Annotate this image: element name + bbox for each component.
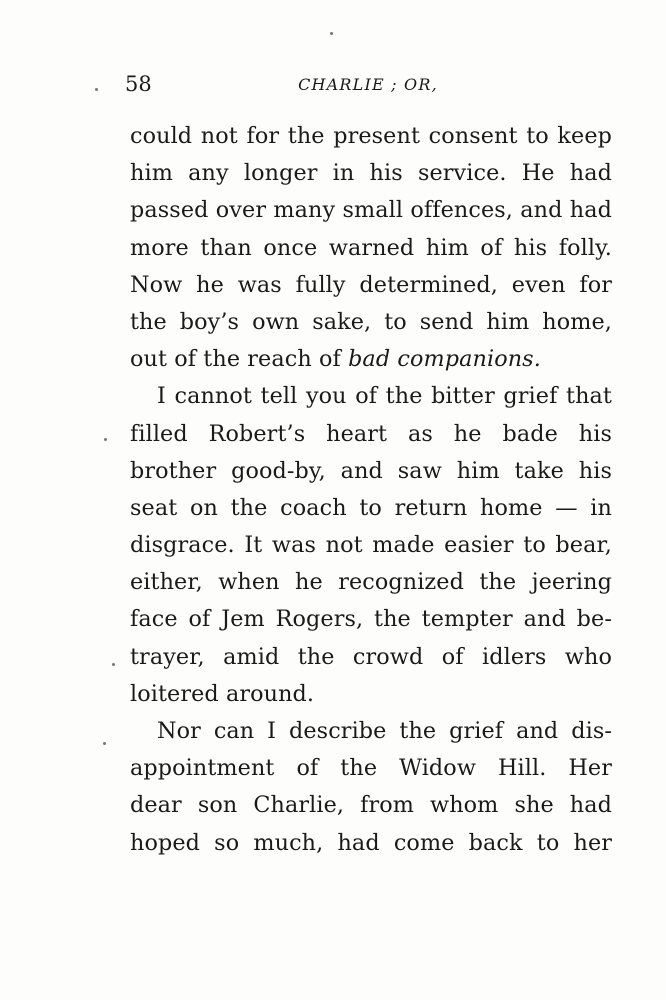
text-line: loitered around. (130, 680, 315, 707)
page-header (125, 72, 611, 102)
italic-phrase: bad companions. (348, 346, 541, 373)
text-line: dear son Charlie, from whom she had (130, 792, 612, 819)
text-line (130, 341, 612, 378)
text-line: disgrace. It was not made easier to bear, (130, 532, 612, 559)
text-line: passed over many small offences, and had (130, 197, 612, 224)
text-line: hoped so much, had come back to her (130, 829, 612, 856)
running-head: CHARLIE ; OR, (298, 75, 438, 94)
paper-speck (112, 663, 115, 666)
text-line: him any longer in his service. He had (130, 160, 612, 187)
text-line: seat on the coach to return home — in (130, 494, 612, 521)
text-line: face of Jem Rogers, the tempter and be- (130, 606, 612, 633)
text-line: either, when he recognized the jeering (130, 569, 612, 596)
paper-speck (330, 32, 333, 35)
text-line: appointment of the Widow Hill. Her (130, 755, 612, 782)
paper-speck (104, 438, 107, 441)
body-text (130, 118, 612, 862)
paragraph-start-line: Nor can I describe the grief and dis- (157, 718, 612, 744)
text-line: the boy’s own sake, to send him home, (130, 308, 612, 335)
text-line: brother good-by, and saw him take his (130, 457, 612, 484)
paper-speck (95, 88, 98, 91)
paragraph-start-line: I cannot tell you of the bitter grief that (157, 383, 612, 410)
text-line: trayer, amid the crowd of idlers who (130, 643, 612, 670)
paper-speck (103, 742, 106, 745)
text-line: more than once warned him of his folly. (130, 234, 612, 261)
page-number: 58 (125, 72, 152, 96)
text-line: Now he was fully determined, even for (130, 271, 612, 298)
text-line: filled Robert’s heart as he bade his (130, 420, 612, 447)
text-line: could not for the present consent to keep (130, 123, 612, 149)
text-span: out of the reach of (130, 346, 341, 373)
